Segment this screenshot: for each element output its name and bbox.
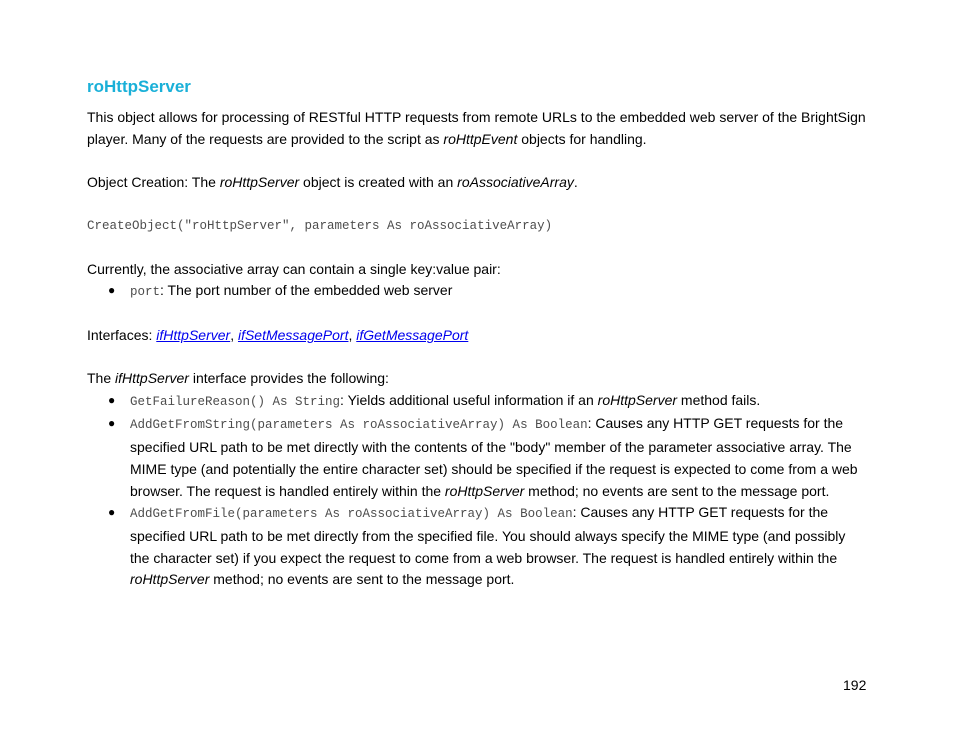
creation-text: Object Creation: The — [87, 173, 220, 190]
method-emphasis: roHttpServer — [444, 482, 525, 499]
creation-text-end: . — [573, 173, 578, 190]
method-description-end: method; no events are sent to the message port. — [209, 571, 515, 588]
document-body — [87, 76, 867, 591]
link-ifsetmessageport[interactable]: ifSetMessagePort — [237, 327, 349, 344]
method-signature: AddGetFromFile(parameters As roAssociativeArray) As Boolean — [130, 507, 573, 522]
methods-list — [87, 390, 867, 591]
code-line: CreateObject("roHttpServer", parameters As roAssociativeArray) — [87, 218, 553, 233]
param-code: port — [130, 285, 161, 299]
method-description: : Yields additional useful information if an — [340, 391, 598, 408]
intro-text-end: objects for handling. — [517, 130, 647, 147]
method-item — [87, 413, 867, 502]
intro-text: This object allows for processing of RESTful HTTP requests from remote URLs to the embedded web server of the BrightSign player. Many of the requests are provided to the script as — [87, 109, 866, 147]
bullet-icon: ● — [108, 392, 116, 407]
creation-paragraph — [87, 172, 867, 194]
method-signature: GetFailureReason() As String — [130, 394, 341, 409]
separator: , — [348, 327, 357, 344]
provides-text-end: interface provides the following: — [188, 370, 389, 387]
method-signature: AddGetFromString(parameters As roAssociativeArray) As Boolean — [130, 418, 588, 433]
code-example — [87, 215, 867, 238]
method-description-end: method fails. — [677, 391, 761, 408]
link-ifgetmessageport[interactable]: ifGetMessagePort — [356, 327, 469, 344]
method-emphasis: roHttpServer — [597, 391, 678, 408]
provides-paragraph — [87, 368, 867, 390]
method-emphasis: roHttpServer — [130, 571, 210, 588]
interfaces-paragraph — [87, 325, 867, 347]
method-description-end: method; no events are sent to the message port. — [524, 482, 830, 499]
interfaces-label: Interfaces: — [87, 327, 157, 344]
method-description: : Causes any HTTP GET requests for the specified URL path to be met directly from the specified file. You should always specify the MIME type (and possibly the character set) if you expect the request to come from a web browser. The request is handled entirely within the — [130, 504, 846, 566]
creation-text-mid: object is created with an — [299, 173, 458, 190]
list-item — [87, 280, 867, 304]
creation-emphasis-object: roHttpServer — [219, 173, 300, 190]
method-item — [87, 390, 867, 414]
link-ifhttpserver[interactable]: ifHttpServer — [156, 327, 231, 344]
method-description: : Causes any HTTP GET requests for the specified URL path to be met directly with the contents of the "body" member of the parameter associative array. The MIME type (and potentially the entire character set) should be specified if the request is expected to come from a web browser. The request is handled entirely within the — [130, 415, 858, 499]
page-title: roHttpServer — [87, 77, 191, 96]
method-item — [87, 502, 867, 591]
separator: , — [230, 327, 238, 344]
intro-emphasis: roHttpEvent — [443, 130, 518, 147]
creation-emphasis-array: roAssociativeArray — [457, 173, 574, 190]
intro-paragraph — [87, 107, 867, 150]
page-number: 192 — [843, 677, 867, 693]
provides-emphasis: ifHttpServer — [115, 370, 189, 387]
provides-text: The — [87, 370, 116, 387]
bullet-icon: ● — [108, 283, 116, 297]
assoc-paragraph: Currently, the associative array can contain a single key:value pair: — [87, 260, 501, 277]
bullet-icon: ● — [108, 416, 116, 431]
assoc-list — [87, 280, 867, 304]
param-description: : The port number of the embedded web server — [160, 282, 453, 298]
bullet-icon: ● — [108, 505, 116, 520]
